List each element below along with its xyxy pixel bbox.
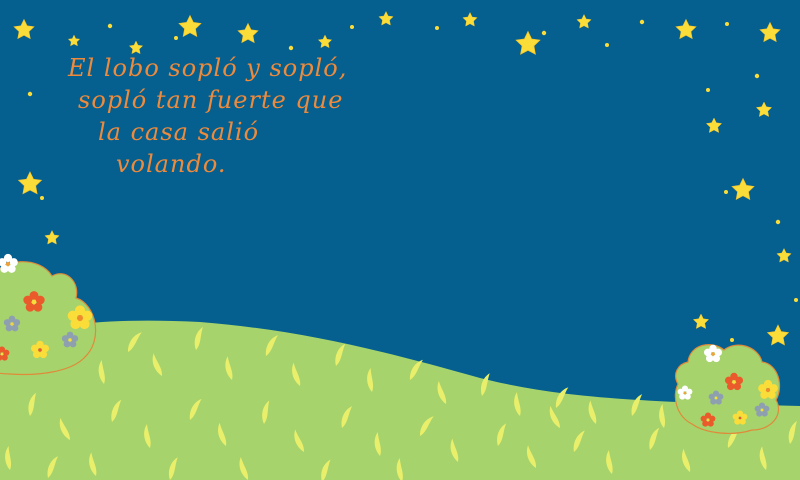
story-text <box>68 52 428 180</box>
story-line: El lobo sopló y sopló, <box>68 54 348 82</box>
story-line: volando. <box>116 150 227 178</box>
story-line: sopló tan fuerte que <box>78 86 344 114</box>
story-line: la casa salió <box>98 118 260 146</box>
